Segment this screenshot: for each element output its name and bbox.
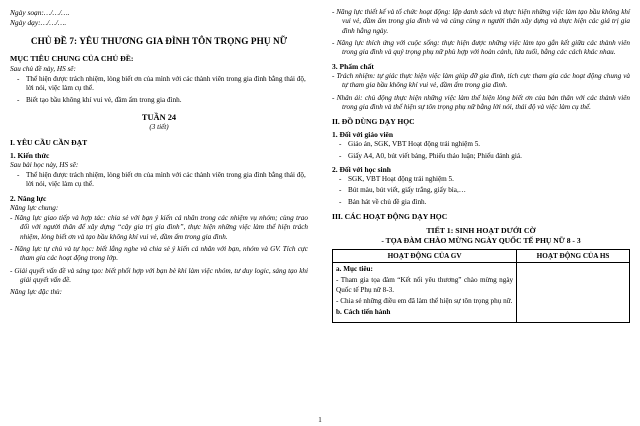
list-item: - SGK, VBT Hoạt động trải nghiệm 5. xyxy=(348,175,630,184)
muc-tieu-label: a. Mục tiêu: xyxy=(336,265,373,274)
dacthu-item-text: Năng lực thích ứng với cuộc sống: thực hiện được những việc làm tạo gắn kết giữa các thành viên trong gia đình và quý trọng phụ nữ phù hợp với hoàn cảnh, lứa tuổi, bằng các cách khác nhau. xyxy=(336,39,630,57)
right-column xyxy=(320,8,630,420)
hs-title: 2. Đối với học sinh xyxy=(332,164,391,174)
muc-tieu-sub: Sau chủ đề này, HS sẽ: xyxy=(10,65,76,73)
dacthu-item-text: Năng lực thiết kế và tổ chức hoạt động: lập danh sách và thực hiện những việc làm tạo bầu không khí vui vẻ, đầm ấm trong gia đình và và cùng cùng n người thân xây dựng và thực hiện các giá trị gia đình hằng ngày. xyxy=(336,8,630,35)
activity-table xyxy=(332,249,630,323)
column-header-gv: HOẠT ĐỘNG CỦA GV xyxy=(333,250,517,263)
tiet-1-title: TIẾT 1: SINH HOẠT DƯỚI CỜ xyxy=(426,226,536,236)
tuan-label: TUẦN 24 xyxy=(141,113,177,123)
toa-dam-title: - TỌA ĐÀM CHÀO MỪNG NGÀY QUỐC TẾ PHỤ NỮ 8 - 3 xyxy=(381,236,581,246)
hoat-dong-title: III. CÁC HOẠT ĐỘNG DẠY HỌC xyxy=(332,212,448,222)
nang-luc-chung-item: - Năng lực tự chủ và tự học: biết lắng nghe và chia sẻ ý kiến cá nhân với bạn, nhóm và GV. Tích cực tham gia các hoạt động trong lớp. xyxy=(10,244,308,263)
page-number: 1 xyxy=(318,416,322,424)
muc-tieu-point: - Tham gia tọa đàm “Kết nối yêu thương” chào mừng ngày Quốc tế Phụ nữ 8-3. xyxy=(336,276,514,294)
do-dung-title: II. ĐỒ DÙNG DẠY HỌC xyxy=(332,117,415,127)
list-item: - Bút màu, bút viết, giấy trắng, giấy bìa,… xyxy=(348,186,630,195)
nang-luc-chung-item-text: Giải quyết vấn đề và sáng tạo: biết phối hợp với bạn bè khi làm việc nhóm, tư duy logic, sáng tạo khi giải quyết vấn đề. xyxy=(14,266,308,284)
nang-luc-chung-item-text: Năng lực tự chủ và tự học: biết lắng nghe và chia sẻ ý kiến cá nhân với bạn, nhóm và GV. Tích cực tham gia các hoạt động trong lớp. xyxy=(14,244,308,263)
pham-chat-item-text: Trách nhiệm: tự giác thực hiện việc làm giúp đỡ gia đình, tích cực tham gia các hoạt động chung và tự tham gia bầu không khí vui vẻ, đầm ấm trong gia đình. xyxy=(336,71,630,90)
nang-luc-chung-item: - Năng lực giao tiếp và hợp tác: chia sẻ với bạn ý kiến cá nhân trong các nhiệm vụ nhóm; cùng trao đổi với người thân để xây dựng “cây gia trị gia đình”, thực hiện những việc làm thể hiện trách nhiệm, lòng biết ơn và tạo bầu không khí vui vẻ, đầm ấm trong gia đình. xyxy=(10,213,308,241)
list-item: - Thể hiện được trách nhiệm, lòng biết ơn của mình với các thành viên trong gia đình bằng thái độ, lời nói, việc làm cụ thể. xyxy=(26,75,308,94)
kien-thuc-title: 1. Kiến thức xyxy=(10,151,50,161)
muc-tieu-point: - Chia sẻ những điều em đã làm thể hiện sự tôn trọng phụ nữ. xyxy=(336,297,513,306)
pham-chat-item: - Nhân ái: chủ động thực hiện những việc làm thể hiện lòng biết ơn của bản thân với các thành viên trong gia đình và thể hiện sự tôn trọng phụ nữ bằng lời nói, thái độ và việc làm cụ thể. xyxy=(332,93,630,111)
nang-luc-chung-item: - Giải quyết vấn đề và sáng tạo: biết phối hợp với bạn bè khi làm việc nhóm, tư duy logic, sáng tạo khi giải quyết vấn đề. xyxy=(10,266,308,284)
cach-tien-hanh-label: b. Cách tiến hành xyxy=(336,308,391,317)
cell-hs xyxy=(517,263,630,323)
yeu-cau-title: I. YÊU CẦU CẦN ĐẠT xyxy=(10,138,88,148)
nang-luc-title: 2. Năng lực xyxy=(10,193,47,203)
kien-thuc-list xyxy=(10,171,308,190)
ngay-day: Ngày dạy:…/…/…. xyxy=(10,18,67,27)
ngay-soan: Ngày soạn:…/…/…. xyxy=(10,8,70,17)
left-column xyxy=(10,8,320,420)
pham-chat-item: - Trách nhiệm: tự giác thực hiện việc làm giúp đỡ gia đình, tích cực tham gia các hoạt động chung và tự tham gia bầu không khí vui vẻ, đầm ấm trong gia đình. xyxy=(332,71,630,90)
gv-title: 1. Đối với giáo viên xyxy=(332,130,394,140)
muc-tieu-title: MỤC TIÊU CHUNG CỦA CHỦ ĐỀ: xyxy=(10,54,134,63)
chu-de-title: CHỦ ĐỀ 7: YÊU THƯƠNG GIA ĐÌNH TÔN TRỌNG PHỤ NỮ xyxy=(30,36,288,46)
dacthu-item: - Năng lực thiết kế và tổ chức hoạt động: lập danh sách và thực hiện những việc làm tạo bầu không khí vui vẻ, đầm ấm trong gia đình và và cùng cùng n người thân xây dựng và thực hiện các giá trị gia đình hằng ngày. xyxy=(332,8,630,35)
nang-luc-chung-item-text: Năng lực giao tiếp và hợp tác: chia sẻ với bạn ý kiến cá nhân trong các nhiệm vụ nhóm; cùng trao đổi với người thân để xây dựng “cây gia trị gia đình”, thực hiện những việc làm thể hiện trách nhiệm, lòng biết ơn và tạo bầu không khí vui vẻ, đầm ấm trong gia đình. xyxy=(14,213,308,241)
nang-luc-dacthu-label: Năng lực đặc thù: xyxy=(10,288,63,297)
muc-tieu-list xyxy=(10,75,308,105)
dacthu-item: - Năng lực thích ứng với cuộc sống: thực hiện được những việc làm tạo gắn kết giữa các thành viên trong gia đình và quý trọng phụ nữ phù hợp với hoàn cảnh, lứa tuổi, bằng các cách khác nhau. xyxy=(332,39,630,57)
table-header-row xyxy=(333,250,630,263)
list-item: - Giấy A4, A0, bút viết bảng, Phiếu thảo luận; Phiếu đánh giá. xyxy=(348,152,630,161)
column-header-hs: HOẠT ĐỘNG CỦA HS xyxy=(517,250,630,263)
list-item: - Bản hát về chủ đề gia đình. xyxy=(348,198,630,207)
cell-gv xyxy=(333,263,517,323)
kien-thuc-sub: Sau bài học này, HS sẽ: xyxy=(10,161,79,170)
hs-list xyxy=(332,175,630,207)
pham-chat-title: 3. Phẩm chất xyxy=(332,61,374,71)
nang-luc-chung-label: Năng lực chung: xyxy=(10,203,59,212)
tiet-label: (3 tiết) xyxy=(149,123,169,132)
list-item: - Biết tạo bầu không khí vui vẻ, đầm ấm trong gia đình. xyxy=(26,96,308,105)
gv-list xyxy=(332,140,630,161)
pham-chat-item-text: Nhân ái: chủ động thực hiện những việc làm thể hiện lòng biết ơn của bản thân với các thành viên trong gia đình và thể hiện sự tôn trọng phụ nữ bằng lời nói, thái độ và việc làm cụ thể. xyxy=(336,93,630,111)
list-item: - Thể hiện được trách nhiệm, lòng biết ơn của mình với các thành viên trong gia đình bằng thái độ, lời nói, việc làm cụ thể. xyxy=(26,171,308,190)
list-item: - Giáo án, SGK, VBT Hoạt động trải nghiệm 5. xyxy=(348,140,630,149)
table-row xyxy=(333,263,630,323)
